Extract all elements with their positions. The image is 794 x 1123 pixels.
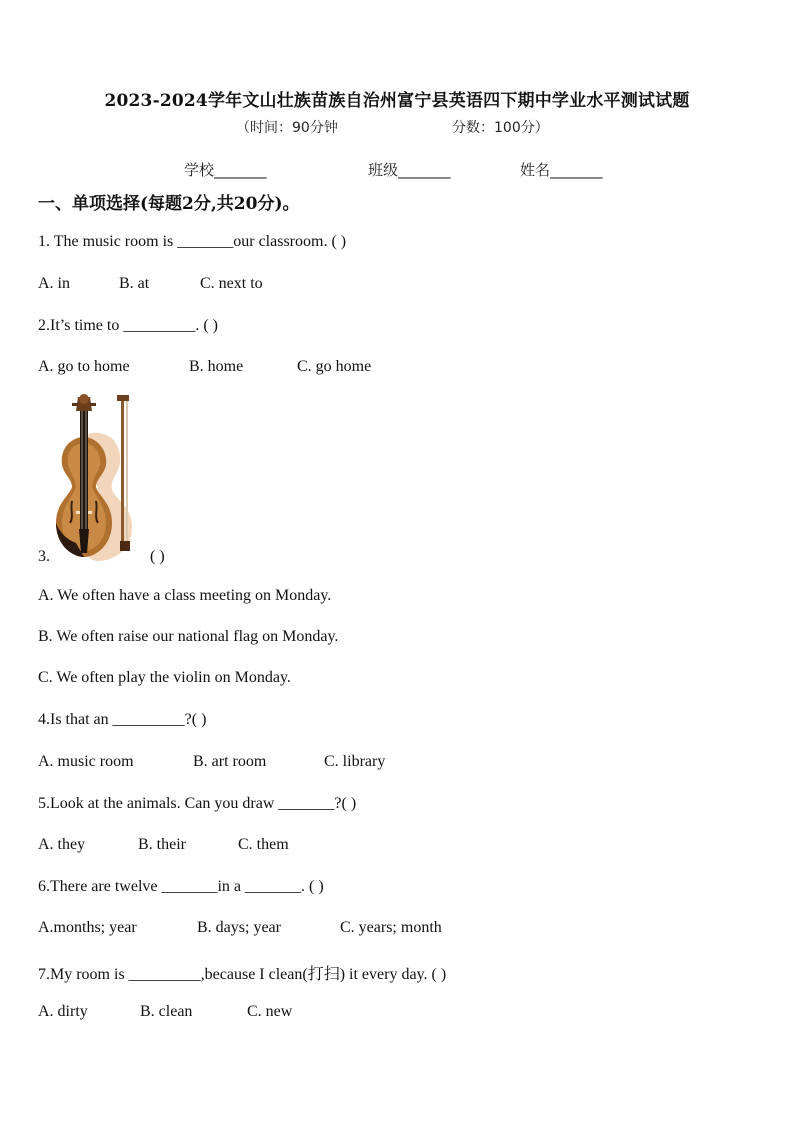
option-3c: C. We often play the violin on Monday. — [38, 669, 291, 686]
option-2a: A. go to home — [38, 358, 130, 375]
school-field: 学校_______ — [184, 161, 267, 179]
option-7b: B. clean — [140, 1003, 193, 1020]
question-3-number: 3. — [38, 548, 50, 565]
exam-title: 2023-2024学年文山壮族苗族自治州富宁县英语四下期中学业水平测试试题 — [104, 91, 690, 111]
option-3b: B. We often raise our national flag on Monday. — [38, 628, 339, 645]
question-6: 6.There are twelve _______in a _______. ( ) — [38, 878, 324, 895]
option-1b: B. at — [119, 275, 150, 292]
option-4a: A. music room — [38, 753, 134, 770]
question-4: 4.Is that an _________?( ) — [38, 711, 207, 728]
option-2b: B. home — [189, 358, 244, 375]
question-5: 5.Look at the animals. Can you draw _______?( ) — [38, 795, 357, 812]
option-3a: A. We often have a class meeting on Monday. — [38, 587, 332, 604]
question-1: 1. The music room is _______our classroom. ( ) — [38, 233, 347, 250]
option-4c: C. library — [324, 753, 386, 770]
question-3-answer-blank: ( ) — [150, 548, 165, 565]
violin-icon — [52, 393, 144, 563]
question-2: 2.It’s time to _________. ( ) — [38, 317, 218, 334]
option-1c: C. next to — [200, 275, 263, 292]
option-1a: A. in — [38, 275, 70, 292]
option-5c: C. them — [238, 836, 289, 853]
exam-score: 分数：100分） — [452, 120, 549, 136]
option-4b: B. art room — [193, 753, 267, 770]
option-7c: C. new — [247, 1003, 293, 1020]
option-6a: A.months; year — [38, 919, 137, 936]
option-6c: C. years; month — [340, 919, 442, 936]
option-5b: B. their — [138, 836, 186, 853]
name-field: 姓名_______ — [520, 161, 603, 179]
option-7a: A. dirty — [38, 1003, 88, 1020]
question-7: 7.My room is _________,because I clean(打扫) it every day. ( ) — [38, 966, 447, 983]
option-2c: C. go home — [297, 358, 372, 375]
option-5a: A. they — [38, 836, 86, 853]
section-heading: 一、单项选择(每题2分,共20分)。 — [38, 194, 300, 214]
exam-time: （时间：90分钟 — [236, 120, 338, 136]
class-field: 班级_______ — [368, 161, 451, 179]
option-6b: B. days; year — [197, 919, 281, 936]
